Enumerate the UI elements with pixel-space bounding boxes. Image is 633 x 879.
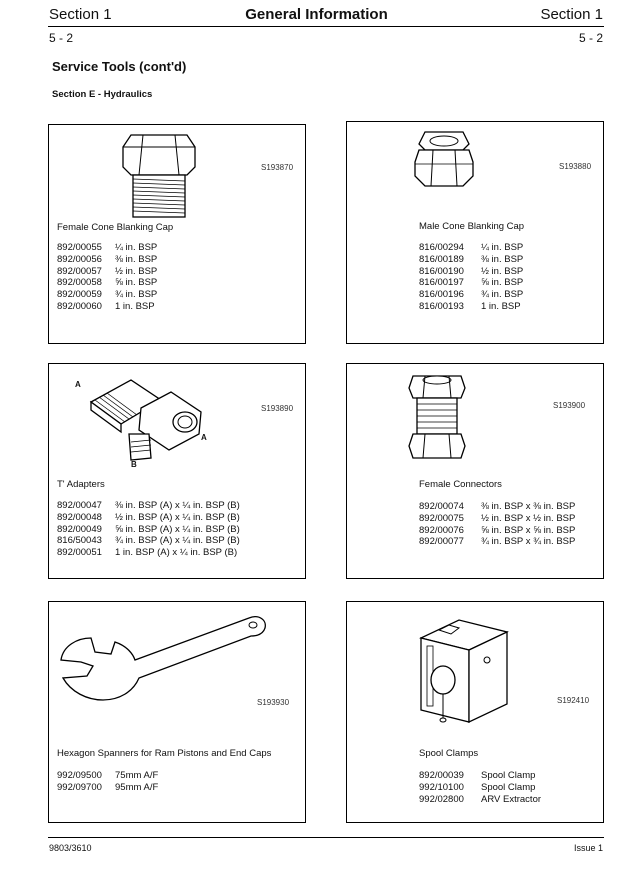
tool-card-female-cone-blanking-cap: [48, 124, 306, 344]
part-size: ¾ in. BSP (A) x ¼ in. BSP (B): [115, 535, 240, 547]
parts-row: [57, 242, 157, 254]
tool-card-spool-clamps: [346, 601, 604, 823]
part-size: ¾ in. BSP x ¾ in. BSP: [481, 536, 576, 548]
parts-row: [419, 525, 575, 537]
part-number: 816/00294: [419, 242, 464, 253]
drawing-code: S193880: [559, 162, 592, 171]
port-label-a: A: [201, 433, 207, 442]
tool-card-female-connectors: [346, 363, 604, 579]
parts-row: [57, 535, 240, 547]
female-cone-blanking-cap-illustration: [119, 129, 199, 221]
part-number: 892/00039: [419, 770, 464, 781]
footer-issue: Issue 1: [573, 843, 603, 853]
drawing-code: S192410: [557, 696, 590, 705]
part-number: 892/00059: [57, 289, 102, 301]
header-rule: [48, 26, 604, 27]
tool-name: Female Connectors: [419, 479, 502, 490]
parts-row: [419, 770, 541, 782]
footer-doc-number: 9803/3610: [49, 843, 92, 853]
part-description: Spool Clamp: [481, 781, 536, 793]
tool-card-t-adapters: [48, 363, 306, 579]
parts-row: [57, 500, 240, 512]
drawing-code: S193930: [257, 698, 290, 707]
tool-name: T' Adapters: [57, 479, 105, 490]
parts-row: [419, 513, 575, 525]
footer-rule: [48, 837, 604, 838]
tool-name: Spool Clamps: [419, 748, 479, 759]
parts-row: [57, 289, 157, 301]
female-connector-illustration: [405, 368, 469, 464]
header-section-right: Section 1: [540, 6, 603, 23]
parts-row: [419, 242, 523, 254]
male-cone-blanking-cap-illustration: [411, 128, 477, 190]
parts-row: [57, 547, 240, 559]
parts-row: [419, 536, 575, 548]
part-number: 816/00190: [419, 265, 464, 277]
part-number: 892/00056: [57, 253, 102, 265]
parts-row: [57, 770, 158, 782]
part-number: 892/00047: [57, 500, 102, 511]
page-number-right: 5 - 2: [578, 31, 603, 45]
part-number: 892/00055: [57, 242, 102, 253]
tool-name: Male Cone Blanking Cap: [419, 221, 525, 232]
part-size: 1 in. BSP: [115, 300, 155, 312]
part-number: 816/00196: [419, 289, 464, 301]
part-number: 892/00058: [57, 277, 102, 289]
parts-list: [57, 500, 240, 559]
part-size: ⅝ in. BSP: [481, 277, 524, 289]
part-size: ⅝ in. BSP: [115, 277, 158, 289]
parts-list: [419, 770, 541, 805]
part-size: ⅜ in. BSP (A) x ¼ in. BSP (B): [115, 500, 240, 511]
section-subheading: Section E - Hydraulics: [52, 89, 153, 100]
spool-clamp-illustration: [403, 610, 509, 726]
part-description: ARV Extractor: [481, 793, 542, 805]
part-size: ¾ in. BSP: [115, 289, 158, 301]
parts-list: [419, 501, 575, 548]
tool-name: Female Cone Blanking Cap: [57, 222, 174, 233]
part-size: ⅜ in. BSP: [115, 253, 158, 265]
part-number: 992/09700: [57, 781, 102, 793]
part-size: ⅜ in. BSP: [481, 253, 524, 265]
parts-row: [57, 254, 157, 266]
part-number: 892/00074: [419, 501, 464, 512]
part-number: 892/00060: [57, 300, 102, 312]
part-size: ¼ in. BSP: [115, 242, 158, 253]
part-size: ½ in. BSP x ½ in. BSP: [481, 512, 576, 524]
parts-row: [57, 782, 158, 794]
part-number: 892/00077: [419, 536, 464, 548]
parts-list: [419, 242, 523, 313]
part-size: ½ in. BSP (A) x ¼ in. BSP (B): [115, 511, 240, 523]
t-adapter-illustration: [71, 372, 211, 472]
part-size: ½ in. BSP: [481, 265, 524, 277]
parts-row: [419, 782, 541, 794]
part-number: 892/00049: [57, 523, 102, 535]
drawing-code: S193870: [261, 163, 294, 172]
parts-row: [57, 512, 240, 524]
page-heading: Service Tools (cont'd): [52, 59, 187, 74]
part-size: ⅜ in. BSP x ⅜ in. BSP: [481, 501, 576, 512]
part-number: 816/00193: [419, 300, 464, 312]
part-number: 992/02800: [419, 793, 464, 805]
part-number: 816/50043: [57, 535, 102, 547]
port-label-b: B: [131, 460, 137, 469]
part-size: ⅝ in. BSP (A) x ¼ in. BSP (B): [115, 523, 240, 535]
part-size: 1 in. BSP: [481, 300, 521, 312]
parts-row: [419, 501, 575, 513]
parts-row: [419, 794, 541, 806]
parts-row: [57, 301, 157, 313]
parts-row: [419, 289, 523, 301]
parts-row: [57, 524, 240, 536]
drawing-code: S193900: [553, 401, 586, 410]
part-size: ¾ in. BSP: [481, 289, 524, 301]
part-number: 892/00076: [419, 524, 464, 536]
part-size: ¼ in. BSP: [481, 242, 524, 253]
parts-row: [419, 254, 523, 266]
part-size: 95mm A/F: [115, 781, 159, 793]
page-number-left: 5 - 2: [49, 31, 74, 45]
hexagon-spanner-illustration: [53, 608, 271, 708]
part-number: 816/00189: [419, 253, 464, 265]
part-number: 892/00075: [419, 512, 464, 524]
part-number: 892/00057: [57, 265, 102, 277]
port-label-a: A: [75, 380, 81, 389]
parts-row: [419, 277, 523, 289]
parts-row: [419, 266, 523, 278]
part-number: 992/09500: [57, 770, 102, 781]
parts-list: [57, 242, 157, 313]
parts-row: [419, 301, 523, 313]
part-size: ½ in. BSP: [115, 265, 158, 277]
part-number: 892/00051: [57, 547, 102, 559]
part-number: 892/00048: [57, 511, 102, 523]
tool-name: Hexagon Spanners for Ram Pistons and End Caps: [57, 748, 272, 759]
parts-row: [57, 277, 157, 289]
part-number: 816/00197: [419, 277, 464, 289]
header-section-left: Section 1: [49, 6, 112, 23]
tool-card-male-cone-blanking-cap: [346, 121, 604, 344]
part-size: 1 in. BSP (A) x ¼ in. BSP (B): [115, 547, 238, 559]
part-size: ⅝ in. BSP x ⅝ in. BSP: [481, 524, 576, 536]
part-size: 75mm A/F: [115, 770, 159, 781]
part-description: Spool Clamp: [481, 770, 536, 781]
tool-card-hexagon-spanners: [48, 601, 306, 823]
header-title: General Information: [245, 6, 388, 23]
parts-list: [57, 770, 158, 794]
drawing-code: S193890: [261, 404, 294, 413]
parts-row: [57, 266, 157, 278]
part-number: 992/10100: [419, 781, 464, 793]
